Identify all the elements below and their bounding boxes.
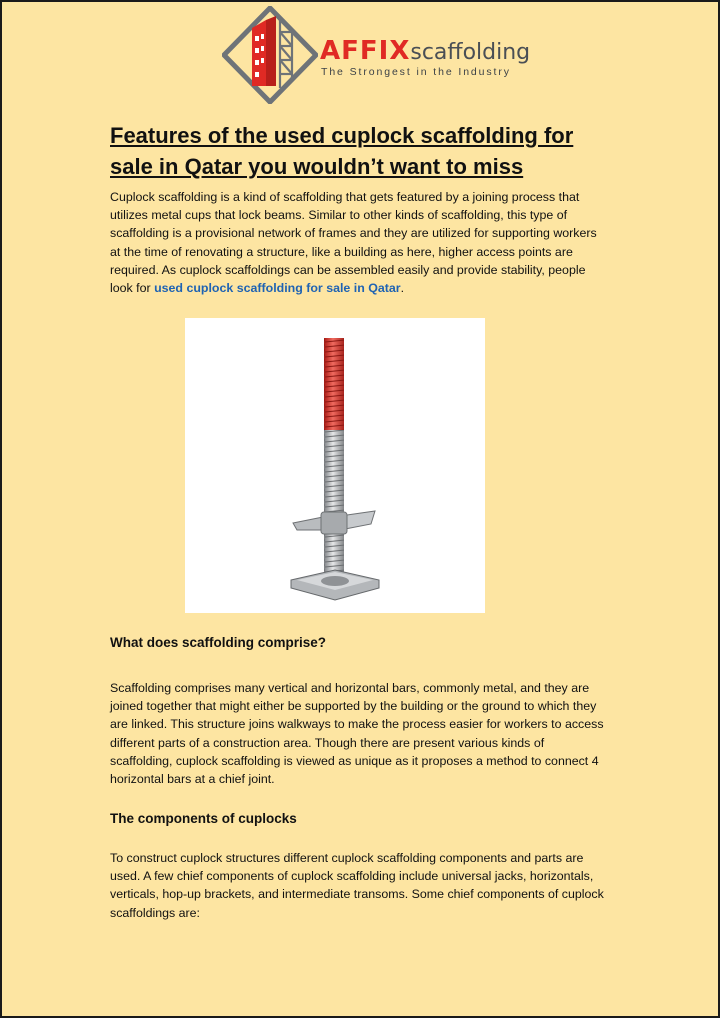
intro-paragraph <box>110 188 610 297</box>
screw-jack-image <box>185 318 485 613</box>
brand-scaffolding: scaffolding <box>410 40 531 65</box>
intro-end: . <box>400 281 405 296</box>
article-title: Features of the used cuplock scaffolding for sale in Qatar you wouldn’t want to miss <box>110 123 574 179</box>
brand-affix: AFFIX <box>320 36 411 66</box>
affix-logo <box>222 6 531 104</box>
section-heading-components: The components of cuplocks <box>110 811 297 826</box>
intro-link[interactable]: used cuplock scaffolding for sale in Qatar <box>154 281 401 296</box>
article-intro <box>110 120 610 297</box>
section-body-components: To construct cuplock structures different cuplock scaffolding components and parts are used. A few chief components of cuplock scaffolding include universal jacks, horizontals, verticals, hop-up brackets, and intermediate transoms. Some chief components of cuplock scaffoldings are: <box>110 851 604 920</box>
brand-name <box>320 36 530 68</box>
section-body-comprise: Scaffolding comprises many vertical and horizontal bars, commonly metal, and they are joined together that might either be supported by the building or the ground to which they are linked. This structure joins walkways to make the process easier for workers to access different parts of a construction area. Though there are present various kinds of scaffolding, cuplock scaffolding is viewed as unique as it proposes a method to connect 4 horizontal bars at a chief joint. <box>110 681 604 787</box>
scaffold-diamond-icon <box>222 6 318 104</box>
section-heading-comprise: What does scaffolding comprise? <box>110 635 327 650</box>
intro-text: Cuplock scaffolding is a kind of scaffolding that gets featured by a joining process that utilizes metal cups that lock beams. Similar to other kinds of scaffolding, this type of scaffolding is a provisional network of frames and they are utilized for supporting workers at the time of renovating a structure, like a building as here, higher access points are required. As cuplock scaffoldings can be assembled easily and provide stability, people look for <box>110 190 597 296</box>
brand-tagline: The Strongest in the Industry <box>321 66 511 78</box>
